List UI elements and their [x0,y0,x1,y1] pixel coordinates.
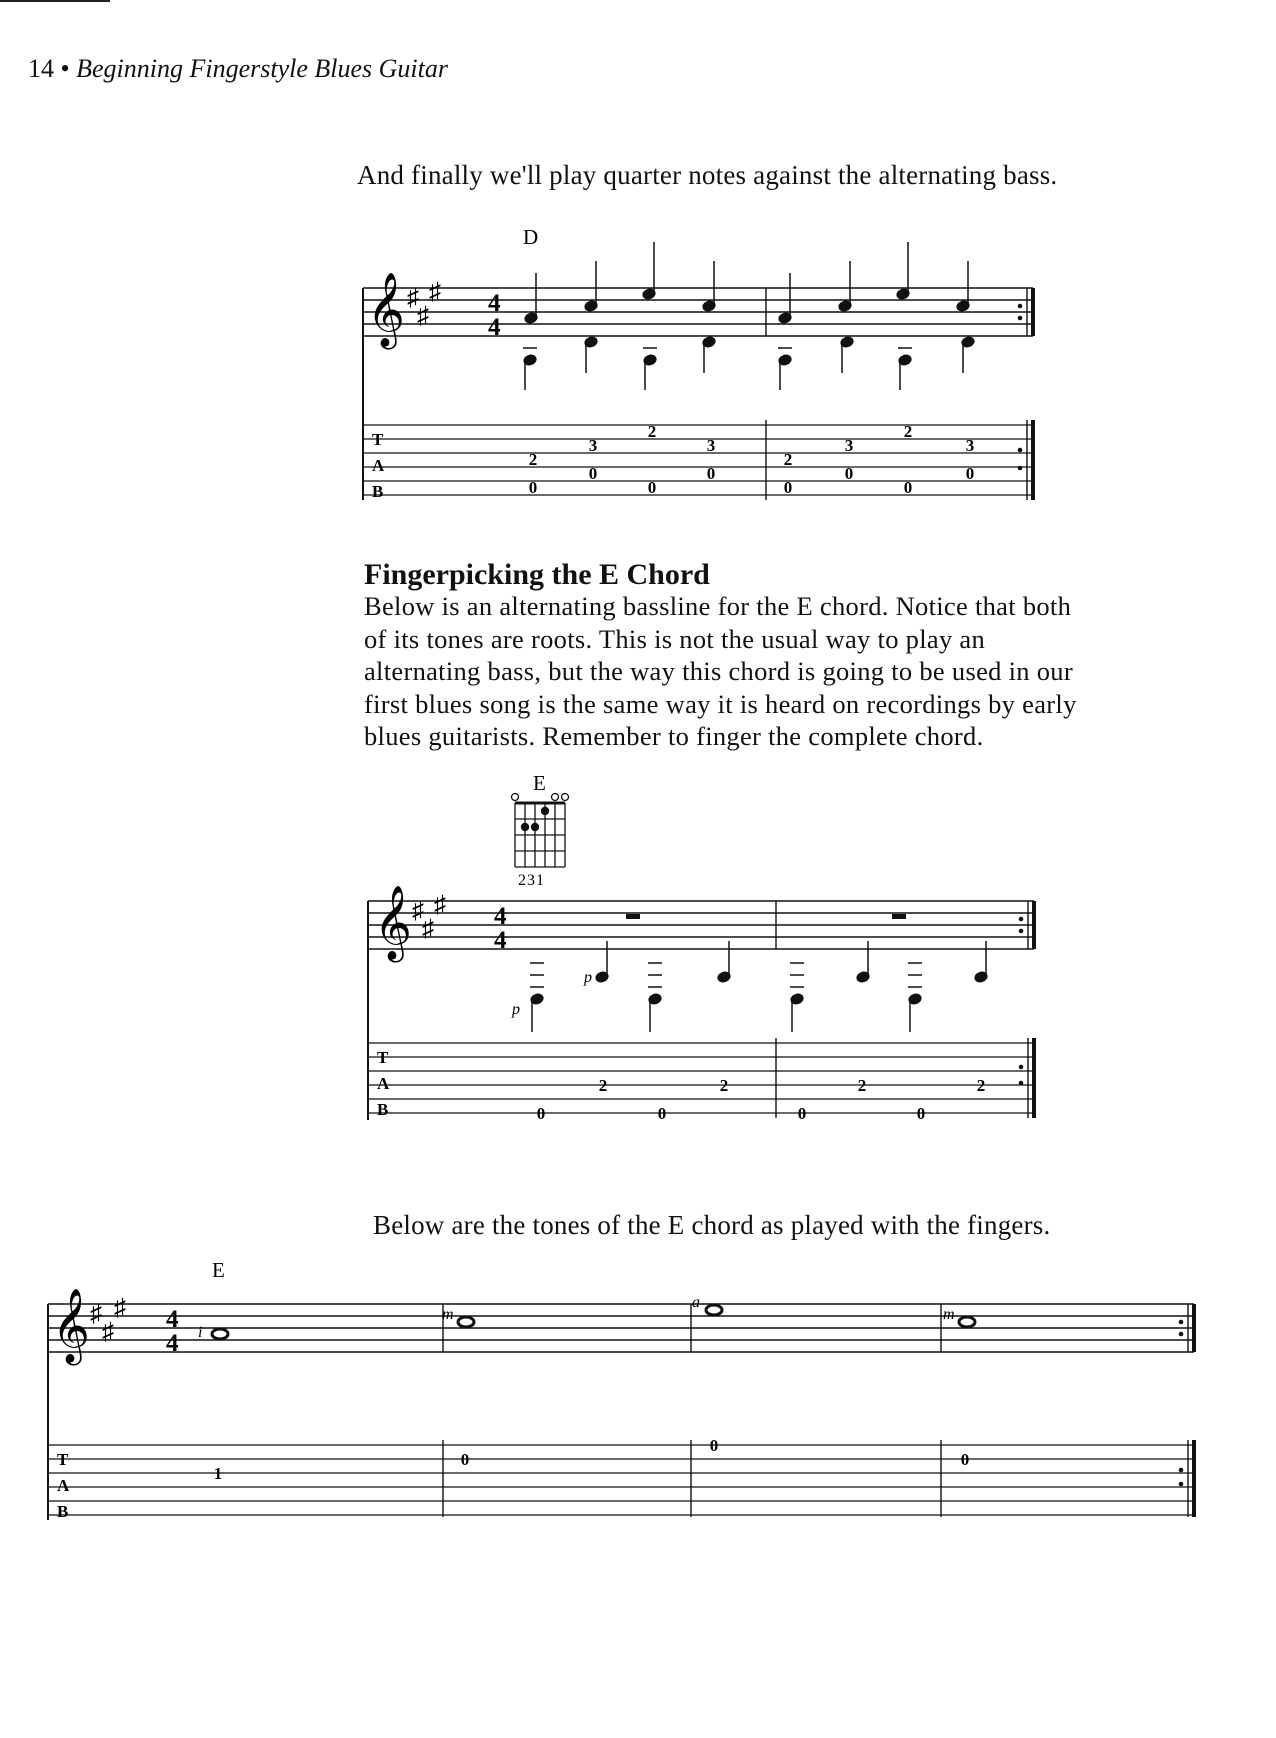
svg-text:0: 0 [709,1436,719,1455]
svg-text:3: 3 [706,436,716,455]
svg-text:0: 0 [903,478,913,497]
chord-diagram-name: E [533,771,546,795]
example3-notation [40,1255,1200,1535]
svg-text:0: 0 [783,478,793,497]
svg-text:m: m [943,1306,955,1323]
example1-chord-name: D [523,225,539,249]
body-line: first blues song is the same way it is heard on recordings by early [364,688,1077,719]
time-signature [166,1306,179,1357]
svg-text:2: 2 [857,1076,867,1095]
key-signature [407,279,441,329]
svg-text:♯: ♯ [90,1301,102,1327]
finger-marks [511,969,592,1018]
svg-text:0: 0 [460,1450,470,1469]
page-header [28,54,448,84]
body-line: alternating bass, but the way this chord is going to be used in our [364,656,1073,686]
header-bullet: • [60,54,70,83]
svg-text:♯: ♯ [102,1319,114,1345]
svg-text:m: m [442,1306,454,1323]
section-heading: Fingerpicking the E Chord [364,558,710,591]
whole-notes [212,1305,975,1339]
svg-text:♯: ♯ [114,1295,126,1321]
body-line: blues guitarists. Remember to finger the complete chord. [364,721,984,751]
treble-clef-icon: 𝄞 [374,887,412,958]
svg-text:2: 2 [719,1076,729,1095]
intro-paragraph-2: Below are the tones of the E chord as played with the fingers. [373,1210,1051,1240]
svg-text:♯: ♯ [434,892,446,918]
svg-text:2: 2 [598,1076,608,1095]
tab-numbers [529,422,975,497]
svg-text:i: i [198,1324,203,1341]
tab-clef [372,430,385,501]
svg-text:3: 3 [965,436,975,455]
tab-clef [57,1450,70,1521]
svg-text:0: 0 [916,1104,926,1123]
svg-text:3: 3 [844,436,854,455]
svg-text:2: 2 [976,1076,986,1095]
svg-text:a: a [692,1294,700,1311]
svg-text:T: T [372,430,384,449]
example3-chord-name: E [212,1258,225,1282]
key-signature [412,892,446,942]
svg-text:A: A [372,456,385,475]
svg-text:p: p [584,969,592,986]
staff-lines [363,288,1033,336]
time-sig-top: 4 [488,290,501,317]
time-sig-bottom: 4 [166,1330,179,1357]
time-sig-top: 4 [494,903,507,930]
svg-text:3: 3 [588,436,598,455]
treble-clef-icon: 𝄞 [52,1290,90,1361]
svg-text:0: 0 [965,464,975,483]
svg-text:♯: ♯ [422,916,434,942]
book-title: Beginning Fingerstyle Blues Guitar [76,54,448,83]
svg-text:0: 0 [657,1104,667,1123]
svg-text:0: 0 [797,1104,807,1123]
svg-text:0: 0 [536,1104,546,1123]
repeat-dots [1018,304,1023,471]
tab-lines [363,425,1033,495]
svg-text:2: 2 [528,450,538,469]
time-sig-top: 4 [166,1306,179,1333]
svg-text:0: 0 [528,478,538,497]
svg-text:p: p [512,1001,520,1018]
svg-text:♯: ♯ [429,279,441,305]
svg-text:2: 2 [647,422,657,441]
example2-notation [362,880,1042,1130]
svg-text:0: 0 [588,464,598,483]
time-sig-bottom: 4 [494,927,507,954]
upper-notes [595,941,988,983]
svg-text:B: B [377,1100,389,1119]
example1-notation [355,225,1045,515]
fretboard-grid [515,803,565,867]
body-line: Below is an alternating bassline for the E chord. Notice that both [364,591,1072,621]
treble-clef-icon: 𝄞 [367,274,405,345]
svg-text:A: A [377,1074,390,1093]
key-signature [90,1295,126,1345]
barlines [368,901,1034,1120]
svg-text:A: A [57,1476,70,1495]
svg-text:0: 0 [844,464,854,483]
time-signature [494,903,507,954]
svg-text:2: 2 [903,422,913,441]
intro-paragraph: And finally we'll play quarter notes against the alternating bass. [357,160,1058,190]
repeat-dots [1019,917,1024,1086]
svg-text:2: 2 [783,450,793,469]
tab-lines [368,1043,1034,1113]
e-chord-diagram [500,770,590,890]
tab-clef [377,1048,390,1119]
finger-letters [198,1294,955,1341]
time-sig-bottom: 4 [488,314,501,341]
svg-text:B: B [57,1502,69,1521]
svg-text:♯: ♯ [417,303,429,329]
bass-notes [523,336,975,390]
svg-text:T: T [377,1048,389,1067]
repeat-dots [1179,1320,1184,1487]
svg-text:♯: ♯ [412,898,424,924]
svg-text:1: 1 [213,1464,223,1483]
top-rule [0,0,110,2]
chord-fingering: 231 [518,872,545,889]
section-body [364,590,1184,753]
half-rests [626,914,906,919]
svg-text:B: B [372,482,384,501]
time-signature [488,290,501,341]
svg-text:♯: ♯ [407,285,419,311]
svg-text:0: 0 [647,478,657,497]
svg-text:0: 0 [706,464,716,483]
svg-text:0: 0 [960,1450,970,1469]
page-number: 14 [28,54,54,83]
barlines [363,288,1033,500]
body-line: of its tones are roots. This is not the usual way to play an [364,623,986,654]
svg-text:T: T [57,1450,69,1469]
staff-lines [368,901,1034,949]
